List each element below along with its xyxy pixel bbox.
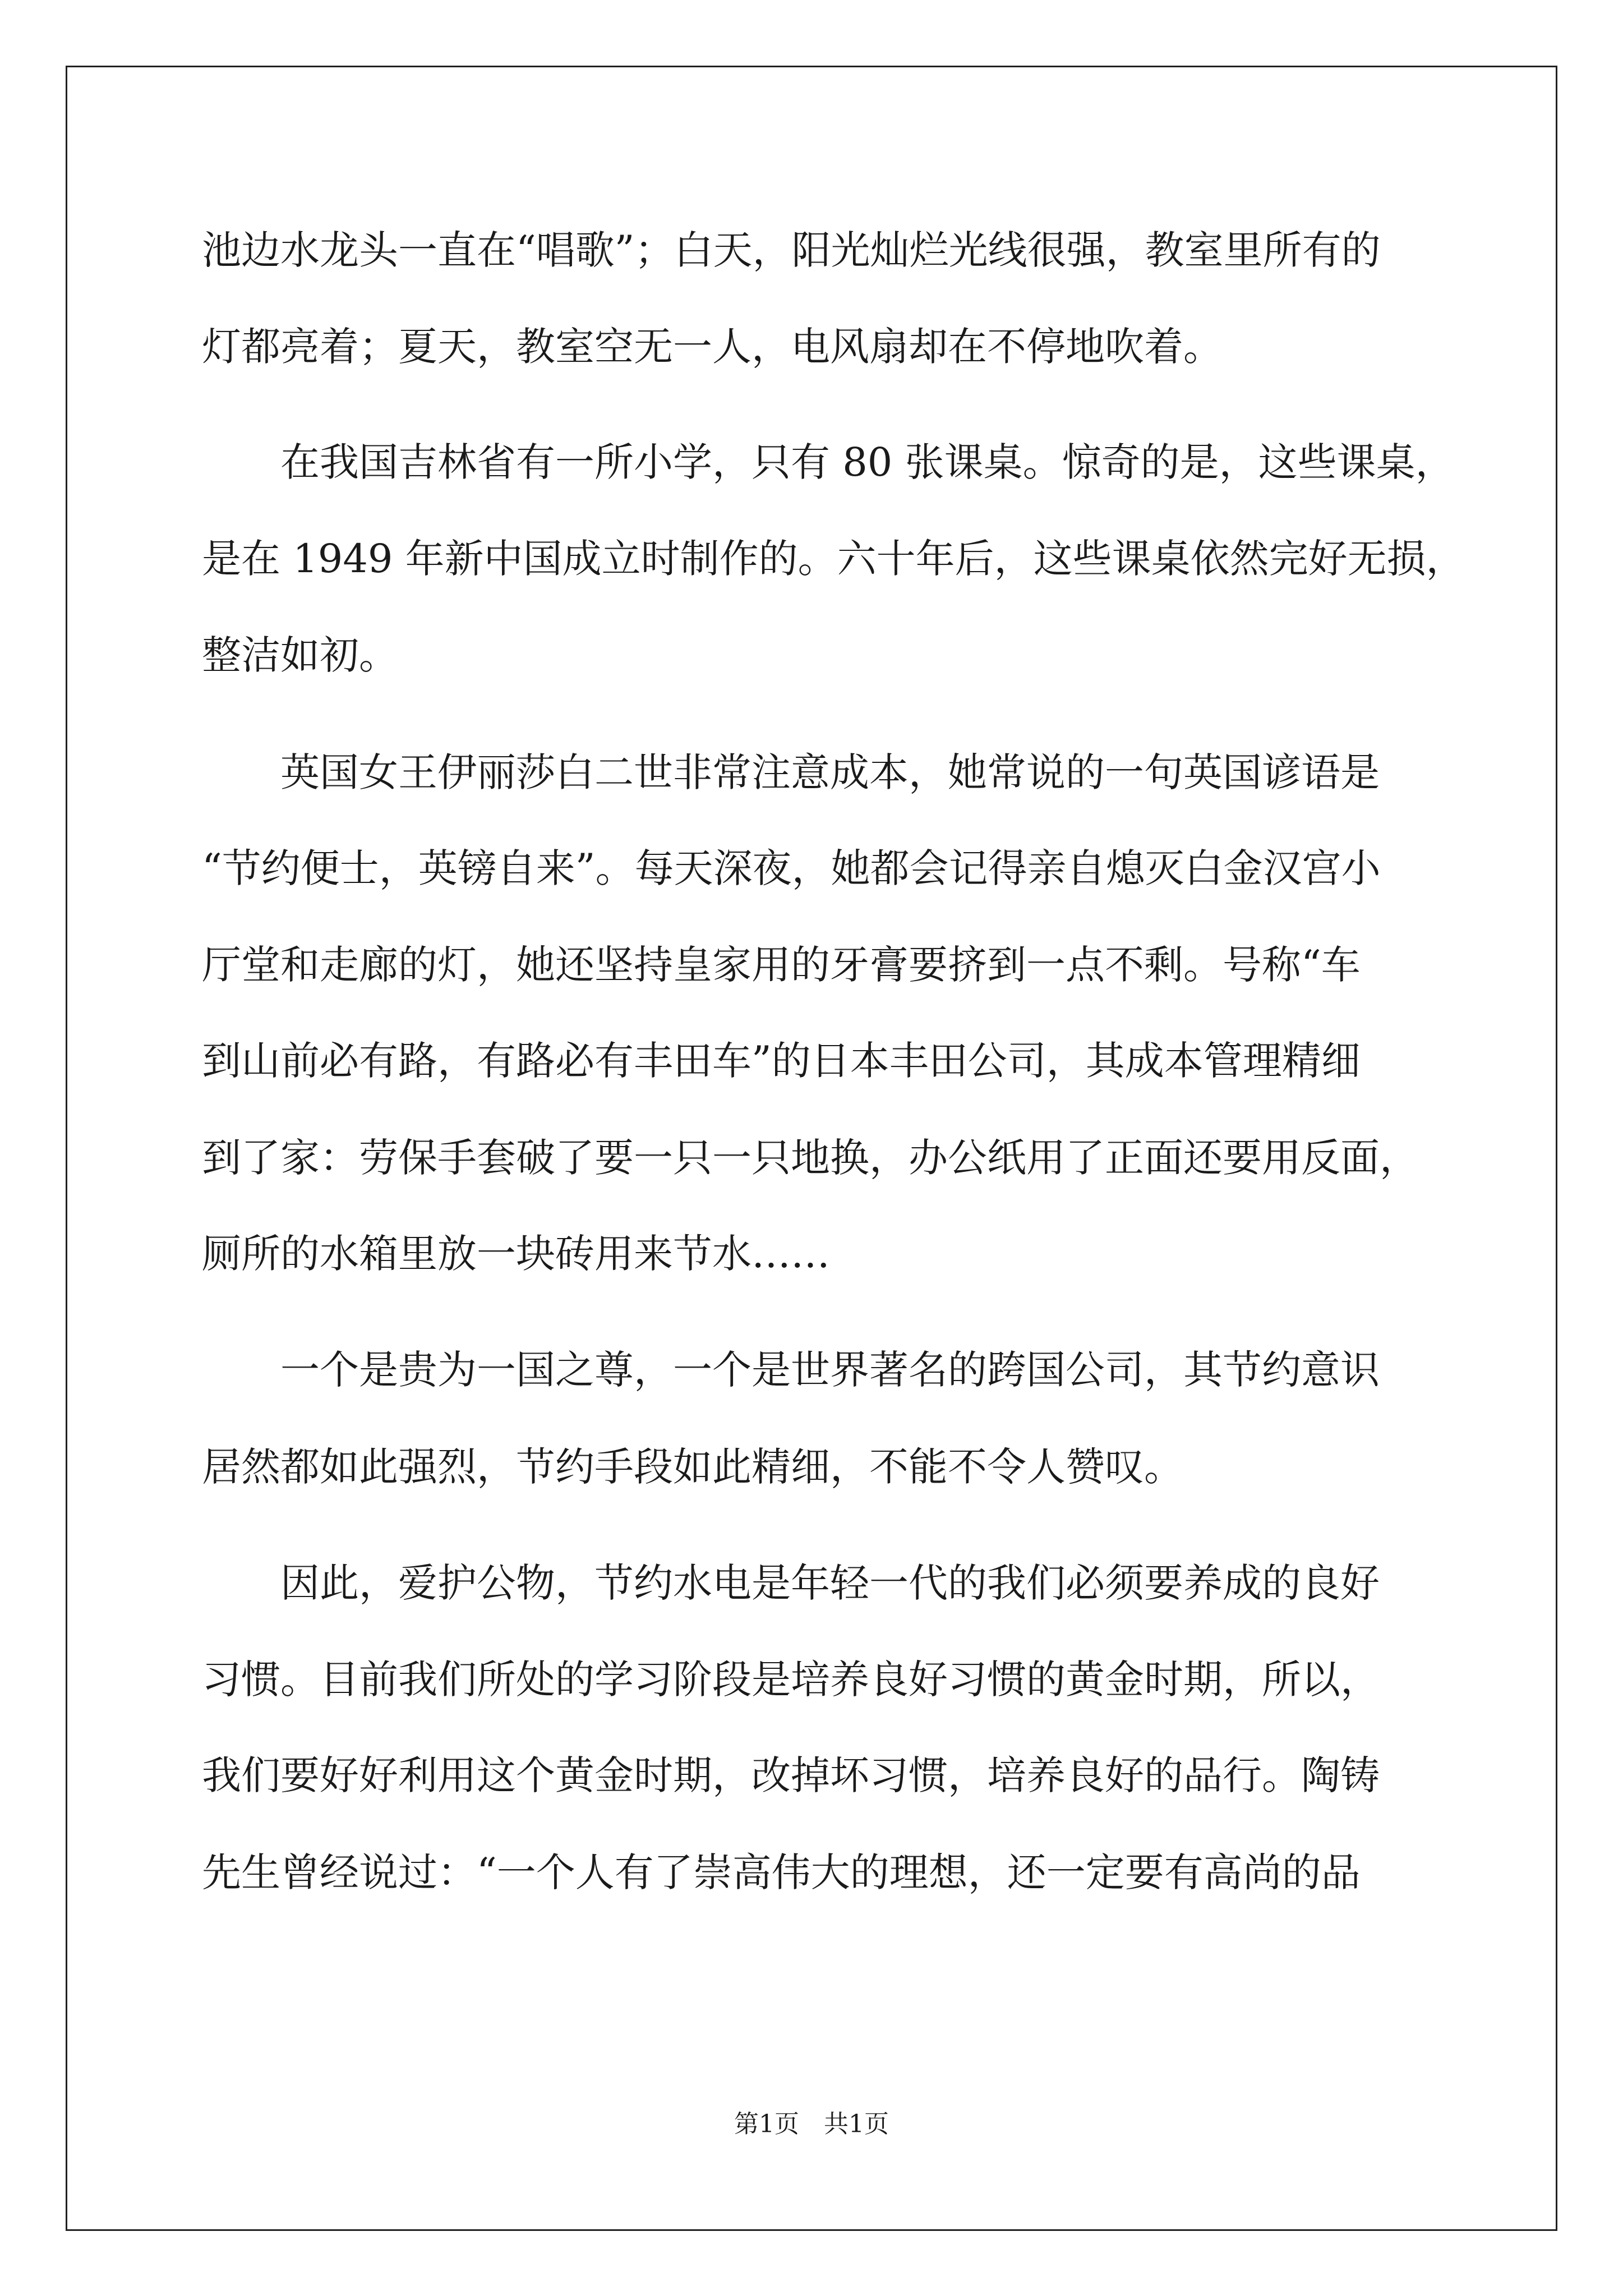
text-line: 到了家：劳保手套破了要一只一只地换，办公纸用了正面还要用反面，	[202, 1135, 1419, 1181]
text-line: 池边水龙头一直在“唱歌”；白天，阳光灿烂光线很强，教室里所有的	[202, 227, 1381, 273]
page-footer	[0, 2104, 1623, 2139]
text-line: 整洁如初。	[202, 632, 398, 678]
text-line: 我们要好好利用这个黄金时期，改掉坏习惯，培养良好的品行。陶铸	[202, 1752, 1380, 1798]
text-line: “节约便士，英镑自来”。每天深夜，她都会记得亲自熄灭白金汉宫小	[202, 845, 1381, 891]
text-line: 厅堂和走廊的灯，她还坚持皇家用的牙膏要挤到一点不剩。号称“车	[202, 942, 1361, 988]
text-line: 在我国吉林省有一所小学，只有 80 张课桌。惊奇的是，这些课桌，	[280, 439, 1455, 485]
text-line: 英国女王伊丽莎白二世非常注意成本，她常说的一句英国谚语是	[280, 749, 1380, 795]
page-number: 第1页	[734, 2110, 799, 2138]
text-line: 先生曾经说过：“一个人有了崇高伟大的理想，还一定要有高尚的品	[202, 1849, 1361, 1895]
text-line: 到山前必有路，有路必有丰田车”的日本丰田公司，其成本管理精细	[202, 1038, 1361, 1084]
text-line: 灯都亮着；夏天，教室空无一人，电风扇却在不停地吹着。	[202, 324, 1223, 370]
text-line: 习惯。目前我们所处的学习阶段是培养良好习惯的黄金时期，所以，	[202, 1657, 1380, 1703]
page-total: 共1页	[824, 2110, 889, 2138]
text-line: 一个是贵为一国之尊，一个是世界著名的跨国公司，其节约意识	[280, 1347, 1380, 1393]
text-line: 居然都如此强烈，节约手段如此精细，不能不令人赞叹。	[202, 1444, 1183, 1490]
text-line: 因此，爱护公物，节约水电是年轻一代的我们必须要养成的良好	[280, 1560, 1380, 1606]
text-line: 是在 1949 年新中国成立时制作的。六十年后，这些课桌依然完好无损，	[202, 536, 1465, 582]
text-line: 厕所的水箱里放一块砖用来节水……	[202, 1231, 830, 1277]
